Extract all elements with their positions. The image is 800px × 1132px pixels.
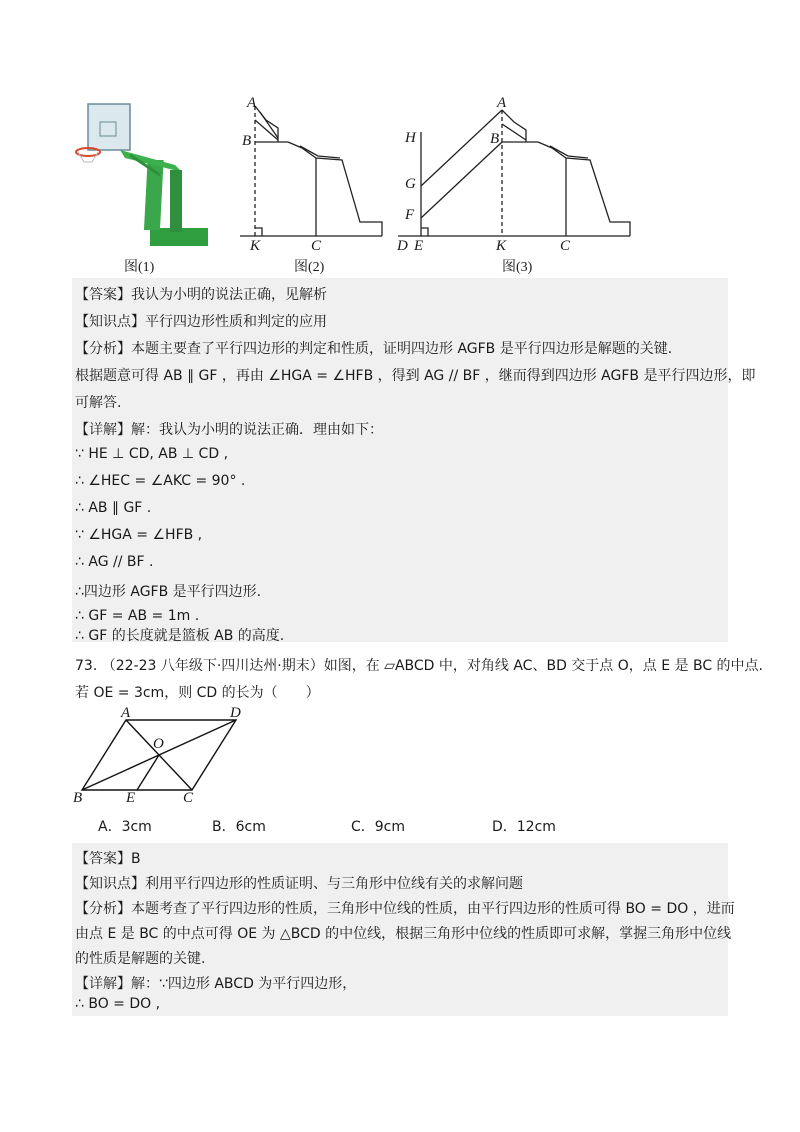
proof-step: ∴ AB ∥ GF . (75, 500, 152, 516)
fig3-label-a: A (497, 95, 507, 111)
option-d[interactable]: D．12cm (492, 819, 556, 835)
analysis-line-2: 根据题意可得 AB ∥ GF ，再由 ∠HGA = ∠HFB ，得到 AG // BF ，继而得到四边形 AGFB 是平行四边形，即 (75, 368, 756, 384)
proof-step: ∴ GF 的长度就是篮板 AB 的高度. (75, 628, 285, 644)
proof-step: ∴ GF = AB = 1m . (75, 608, 200, 624)
option-a[interactable]: A．3cm (98, 819, 152, 835)
option-c[interactable]: C．9cm (351, 819, 406, 835)
fig2-label-k: K (250, 238, 261, 254)
fig3-label-b: B (490, 131, 500, 147)
analysis-line-2: 由点 E 是 BC 的中点可得 OE 为 △BCD 的中位线，根据三角形中位线的性质即可求解，掌握三角形中位线 (75, 926, 732, 942)
diagram-label-a: A (121, 705, 131, 721)
figure-3-caption: 图(3) (502, 260, 533, 275)
figure-2-diagram (240, 106, 382, 236)
knowledge-line: 【知识点】平行四边形性质和判定的应用 (75, 314, 327, 330)
figure-3-diagram (398, 110, 630, 236)
fig3-label-h: H (405, 130, 416, 146)
analysis-line-1: 【分析】本题考查了平行四边形的性质，三角形中位线的性质，由平行四边形的性质可得 BO = DO ，进而 (75, 901, 735, 917)
proof-step: ∵ ∠HGA = ∠HFB , (75, 527, 203, 543)
fig2-label-a: A (247, 95, 257, 111)
diagram-label-d: D (230, 705, 241, 721)
figure-2-caption: 图(2) (294, 260, 325, 275)
proof-step: ∴ BO = DO , (75, 996, 161, 1012)
fig3-label-c: C (560, 238, 571, 254)
proof-step: ∵ HE ⊥ CD, AB ⊥ CD , (75, 446, 229, 462)
proof-step: ∴ ∠HEC = ∠AKC = 90° . (75, 473, 246, 489)
answer-line: 【答案】B (75, 851, 141, 867)
option-b[interactable]: B．6cm (212, 819, 266, 835)
fig3-label-k: K (496, 238, 507, 254)
fig3-label-g: G (405, 176, 416, 192)
fig3-label-f: F (405, 207, 415, 223)
basketball-hoop-photo (76, 104, 208, 246)
question-73-line-2: 若 OE = 3cm，则 CD 的长为（ ） (75, 685, 320, 701)
proof-step: ∴四边形 AGFB 是平行四边形. (75, 584, 262, 600)
fig2-label-b: B (242, 133, 252, 149)
fig2-label-c: C (311, 238, 322, 254)
analysis-line-1: 【分析】本题主要查了平行四边形的判定和性质，证明四边形 AGFB 是平行四边形是解题的关键. (75, 341, 673, 357)
diagram-label-c: C (183, 790, 194, 806)
detail-line: 【详解】解：∵四边形 ABCD 为平行四边形， (75, 976, 357, 992)
answer-line: 【答案】我认为小明的说法正确，见解析 (75, 287, 327, 303)
proof-step: ∴ AG // BF . (75, 554, 154, 570)
parallelogram-diagram (72, 700, 272, 810)
fig3-label-d: D (397, 238, 408, 254)
detail-line: 【详解】解：我认为小明的说法正确．理由如下： (75, 422, 383, 438)
figure-1-caption: 图(1) (124, 260, 155, 275)
diagram-label-b: B (73, 790, 83, 806)
analysis-line-3: 可解答. (75, 395, 122, 411)
fig3-label-e: E (414, 238, 424, 254)
question-73-line-1: 73. （22-23 八年级下·四川达州·期末）如图，在 ▱ABCD 中，对角线 AC、BD 交于点 O，点 E 是 BC 的中点. (75, 658, 763, 674)
analysis-line-3: 的性质是解题的关键. (75, 951, 206, 967)
diagram-label-o: O (153, 736, 164, 752)
knowledge-line: 【知识点】利用平行四边形的性质证明、与三角形中位线有关的求解问题 (75, 876, 523, 892)
diagram-label-e: E (126, 790, 136, 806)
figure-row (72, 90, 642, 275)
